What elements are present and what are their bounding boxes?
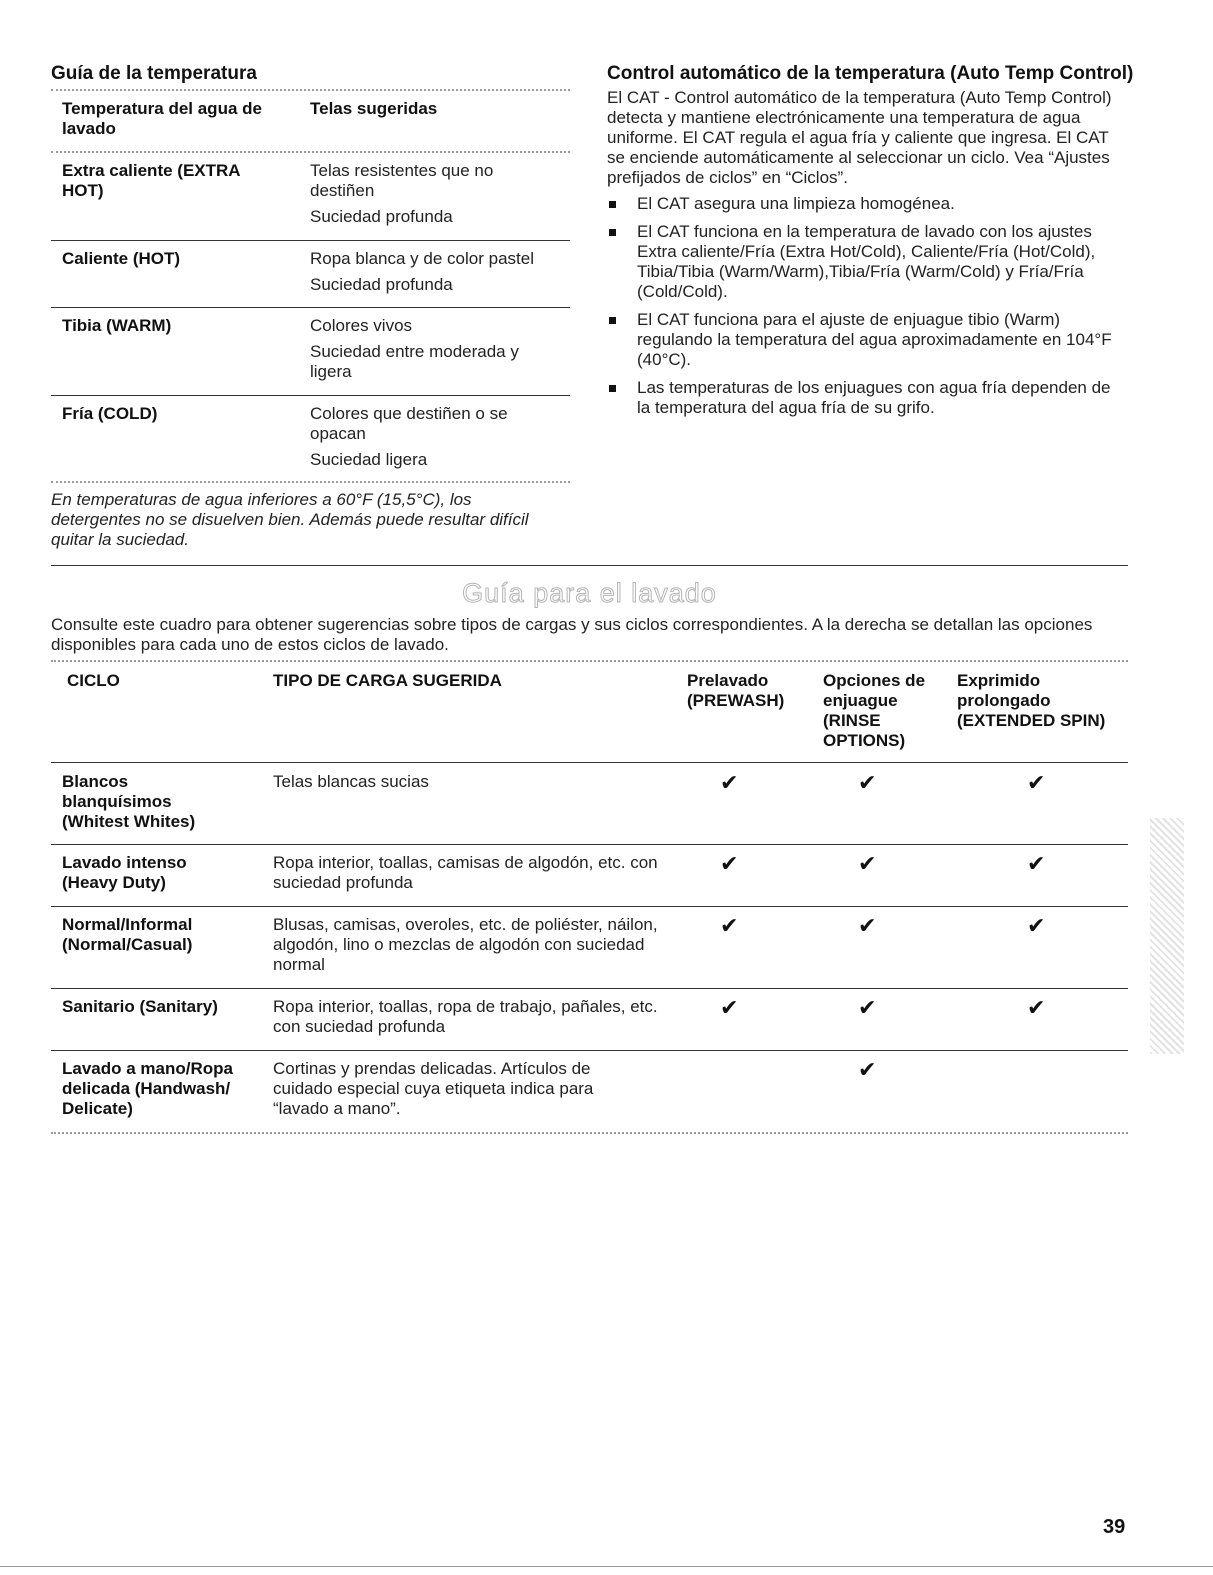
wash-guide-title: Guía para el lavado — [462, 578, 717, 608]
fabric-item: Suciedad profunda — [310, 207, 453, 226]
temp-row-label: Caliente (HOT) — [62, 249, 181, 268]
side-tab-icon — [1150, 818, 1184, 1054]
fabric-item: Ropa blanca y de color pastel — [310, 249, 534, 268]
col-header-prewash: Prelavado (PREWASH) — [687, 671, 785, 710]
wash-guide-title-wrap — [51, 578, 1128, 609]
bullet-item: El CAT funciona en la temperatura de lavado con los ajustes Extra caliente/Fría (Extra Hot/Cold), Caliente/Fría (Hot/Cold), Tibia/Tibia (Warm/Warm),Tibia/Fría (Warm/Cold) y Fría/Fría (Cold/Cold). — [607, 222, 1122, 302]
cycle-name: Blancos blanquísimos (Whitest Whites) — [62, 772, 196, 831]
cycle-load: Telas blancas sucias — [273, 772, 429, 791]
bullet-square-icon — [609, 229, 616, 236]
page-number: 39 — [1103, 1516, 1126, 1538]
temp-row-label: Tibia (WARM) — [62, 316, 172, 335]
spin-check-icon: ✔ — [1027, 851, 1046, 876]
rinse-check-icon: ✔ — [858, 851, 877, 876]
row-divider — [51, 307, 570, 308]
fabric-item: Telas resistentes que no destiñen — [310, 161, 494, 200]
fabric-item: Suciedad profunda — [310, 275, 453, 294]
row-divider — [51, 240, 570, 241]
bullet-item: Las temperaturas de los enjuagues con agua fría dependen de la temperatura del agua fría de su grifo. — [607, 378, 1122, 418]
row-divider — [51, 762, 1128, 763]
cycle-load: Ropa interior, toallas, ropa de trabajo, pañales, etc. con suciedad profunda — [273, 997, 658, 1036]
row-divider — [51, 395, 570, 396]
cycle-load: Blusas, camisas, overoles, etc. de poliéster, náilon, algodón, lino o mezclas de algodón con suciedad normal — [273, 915, 658, 974]
bottom-rule — [0, 1566, 1213, 1567]
fabric-item: Colores vivos — [310, 316, 413, 335]
fabric-item: Colores que destiñen o se opacan — [310, 404, 508, 443]
rinse-check-icon: ✔ — [858, 995, 877, 1020]
temp-row-label: Fría (COLD) — [62, 404, 158, 423]
divider — [51, 89, 570, 91]
wash-guide-intro: Consulte este cuadro para obtener sugerencias sobre tipos de cargas y sus ciclos correspondientes. A la derecha se detallan las opciones disponibles para cada uno de estos ciclos de lavado. — [51, 615, 1093, 654]
col-header-rinse: Opciones de enjuague (RINSE OPTIONS) — [823, 671, 926, 750]
temp-guide-note: En temperaturas de agua inferiores a 60°F (15,5°C), los detergentes no se disuelven bien. Además puede resultar difícil quitar la suciedad. — [51, 490, 529, 549]
bullet-square-icon — [609, 317, 616, 324]
temp-row-fabrics — [310, 161, 560, 233]
fabric-item: Suciedad entre moderada y ligera — [310, 342, 519, 381]
divider — [51, 481, 570, 483]
prewash-check-icon: ✔ — [720, 851, 739, 876]
cycle-name: Lavado a mano/Ropa delicada (Handwash/ Delicate) — [62, 1059, 233, 1118]
cycle-load: Cortinas y prendas delicadas. Artículos de cuidado especial cuya etiqueta indica para “lavado a mano”. — [273, 1059, 594, 1118]
divider — [51, 660, 1128, 662]
fabric-item: Suciedad ligera — [310, 450, 428, 469]
row-divider — [51, 906, 1128, 907]
auto-temp-title: Control automático de la temperatura (Auto Temp Control) — [607, 63, 1134, 84]
temp-row-fabrics — [310, 316, 550, 388]
spin-check-icon: ✔ — [1027, 995, 1046, 1020]
row-divider — [51, 1050, 1128, 1051]
rinse-check-icon: ✔ — [858, 913, 877, 938]
row-divider — [51, 844, 1128, 845]
cycle-name: Lavado intenso (Heavy Duty) — [62, 853, 187, 892]
rinse-check-icon: ✔ — [858, 1057, 877, 1082]
spin-check-icon: ✔ — [1027, 770, 1046, 795]
temp-row-label: Extra caliente (EXTRA HOT) — [62, 161, 240, 200]
auto-temp-intro: El CAT - Control automático de la temperatura (Auto Temp Control) detecta y mantiene electrónicamente una temperatura de agua uniforme. El CAT regula el agua fría y caliente que ingresa. El CAT se enciende automáticamente al seleccionar un ciclo. Vea “Ajustes prefijados de ciclos” en “Ciclos”. — [607, 88, 1112, 187]
temp-row-fabrics — [310, 404, 545, 476]
section-divider — [51, 565, 1128, 566]
cycle-name: Sanitario (Sanitary) — [62, 997, 218, 1016]
divider — [51, 151, 570, 153]
bullet-square-icon — [609, 385, 616, 392]
temp-col2-header: Telas sugeridas — [310, 99, 438, 118]
row-divider — [51, 988, 1128, 989]
bullet-item: El CAT asegura una limpieza homogénea. — [607, 194, 1122, 214]
cycle-name: Normal/Informal (Normal/Casual) — [62, 915, 193, 954]
col-header-load: TIPO DE CARGA SUGERIDA — [273, 671, 502, 690]
spin-check-icon: ✔ — [1027, 913, 1046, 938]
cycle-load: Ropa interior, toallas, camisas de algodón, etc. con suciedad profunda — [273, 853, 658, 892]
prewash-check-icon: ✔ — [720, 913, 739, 938]
prewash-check-icon: ✔ — [720, 770, 739, 795]
bullet-square-icon — [609, 201, 616, 208]
temp-col1-header: Temperatura del agua de lavado — [62, 99, 262, 138]
prewash-check-icon: ✔ — [720, 995, 739, 1020]
temp-row-fabrics — [310, 249, 565, 301]
col-header-cycle: CICLO — [67, 671, 120, 690]
bullet-item: El CAT funciona para el ajuste de enjuague tibio (Warm) regulando la temperatura del agua aproximadamente en 104°F (40°C). — [607, 310, 1122, 370]
rinse-check-icon: ✔ — [858, 770, 877, 795]
divider — [51, 1132, 1128, 1134]
auto-temp-bullets — [607, 194, 1122, 426]
col-header-spin: Exprimido prolongado (EXTENDED SPIN) — [957, 671, 1106, 730]
temp-guide-title: Guía de la temperatura — [51, 63, 257, 84]
